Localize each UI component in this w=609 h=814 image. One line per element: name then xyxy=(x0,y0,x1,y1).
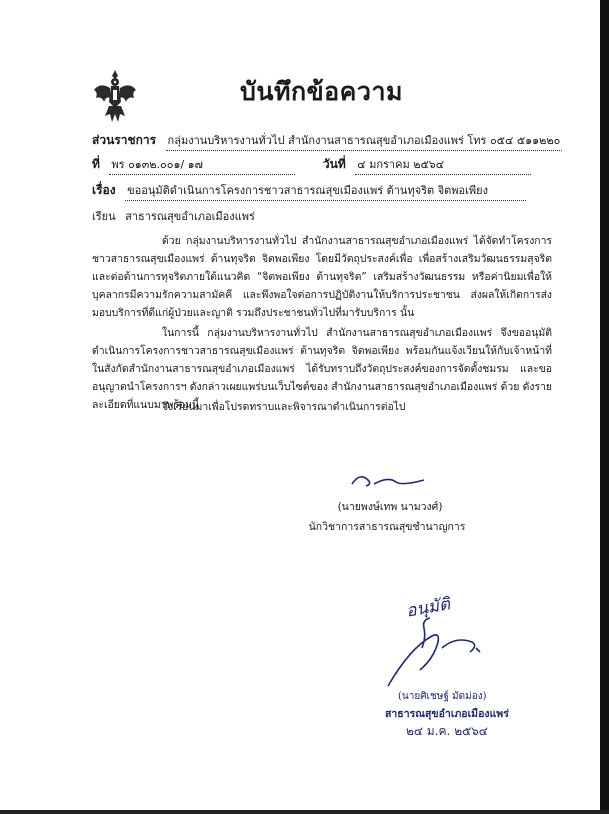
body-paragraph-2: ในการนี้ กลุ่มงานบริหารงานทั่วไป สำนักงานสาธารณสุขอำเภอเมืองแพร่ จึงขออนุมัติดำเนินการโครงการชาวสาธารณสุขเมืองแพร่ ต้านทุจริต จิตพอเพียง พร้อมกันแจ้งเวียนให้กับเจ้าหน้าที่ในสังกัดสำนักงานสาธารณสุขอำเภอเมืองแพร่ ได้รับทราบถึงวัตถุประสงค์ของการจัดตั้งชมรม และขออนุญาตนำโครงการฯ ดังกล่าวเผยแพร่บนเว็บไซต์ของ สำนักงานสาธารณสุขอำเภอเมืองแพร่ ด้วย ดังรายละเอียดที่แนบมาพร้อมนี้ xyxy=(92,327,552,411)
section-label: ส่วนราชการ xyxy=(92,133,157,147)
section-row xyxy=(92,131,562,151)
to-label: เรียน xyxy=(92,210,116,223)
signature-drawing xyxy=(348,470,428,494)
approval-date: ๒๔ ม.ค. ๒๕๖๔ xyxy=(406,724,488,738)
approval-note: อนุมัติ xyxy=(404,594,452,622)
to-row xyxy=(92,207,255,225)
ref-label: ที่ xyxy=(92,157,100,171)
ref-number: พร ๐๑๓๒.๐๐๑/ ๑๗ xyxy=(109,155,295,175)
section-value: กลุ่มงานบริหารงานทั่วไป สำนักงานสาธารณสุขอำเภอเมืองแพร่ โทร ๐๕๔ ๕๑๑๒๒๐ xyxy=(166,131,562,151)
memo-title: บันทึกข้อความ xyxy=(240,77,403,106)
ref-date-row xyxy=(92,155,531,175)
garuda-emblem-icon xyxy=(92,68,138,124)
approver-name: (นายศิเชษฐ์ มัดม่อง) xyxy=(398,691,487,702)
scan-edge-bottom xyxy=(0,810,609,814)
approval-signature-drawing xyxy=(380,608,490,692)
body-paragraph-3: จึงเรียนมาเพื่อโปรดทราบและพิจารณาดำเนินการต่อไป xyxy=(162,401,406,413)
memo-date: ๔ มกราคม ๒๕๖๔ xyxy=(355,155,531,175)
body-paragraph-1: ด้วย กลุ่มงานบริหารงานทั่วไป สำนักงานสาธารณสุขอำเภอเมืองแพร่ ได้จัดทำโครงการชาวสาธารณสุขเมืองแพร่ ต้านทุจริต จิตพอเพียง โดยมีวัตถุประสงค์เพื่อ เพื่อสร้างเสริมวัฒนธรรมสุจริตและต่อต้านการทุจริตภายใต้แนวคิด “จิตพอเพียง ต้านทุจริต” เสริมสร้างวัฒนธรรม หรือค่านิยมเพื่อให้บุคลากรมีความรักความสามัคคี และพึงพอใจต่อการปฏิบัติงานให้บริการประชาชน ส่งผลให้เกิดการส่งมอบบริการที่ดีแก่ผู้ป่วยและญาติ รวมถึงประชาชนทั่วไปที่มารับบริการ นั้น xyxy=(92,235,552,319)
signer-name: (นายพงษ์เทพ นามวงศ์) xyxy=(337,501,443,513)
subject-label: เรื่อง xyxy=(92,183,116,197)
signer-position: นักวิชาการสาธารณสุขชำนาญการ xyxy=(308,521,466,533)
date-label: วันที่ xyxy=(322,157,346,171)
subject-value: ขออนุมัติดำเนินการโครงการชาวสาธารณสุขเมืองแพร่ ต้านทุจริต จิตพอเพียง xyxy=(125,181,526,201)
to-value: สาธารณสุขอำเภอเมืองแพร่ xyxy=(125,210,255,223)
subject-row xyxy=(92,181,526,201)
approver-position: สาธารณสุขอำเภอเมืองแพร่ xyxy=(385,708,509,720)
scan-edge-right xyxy=(600,0,609,814)
